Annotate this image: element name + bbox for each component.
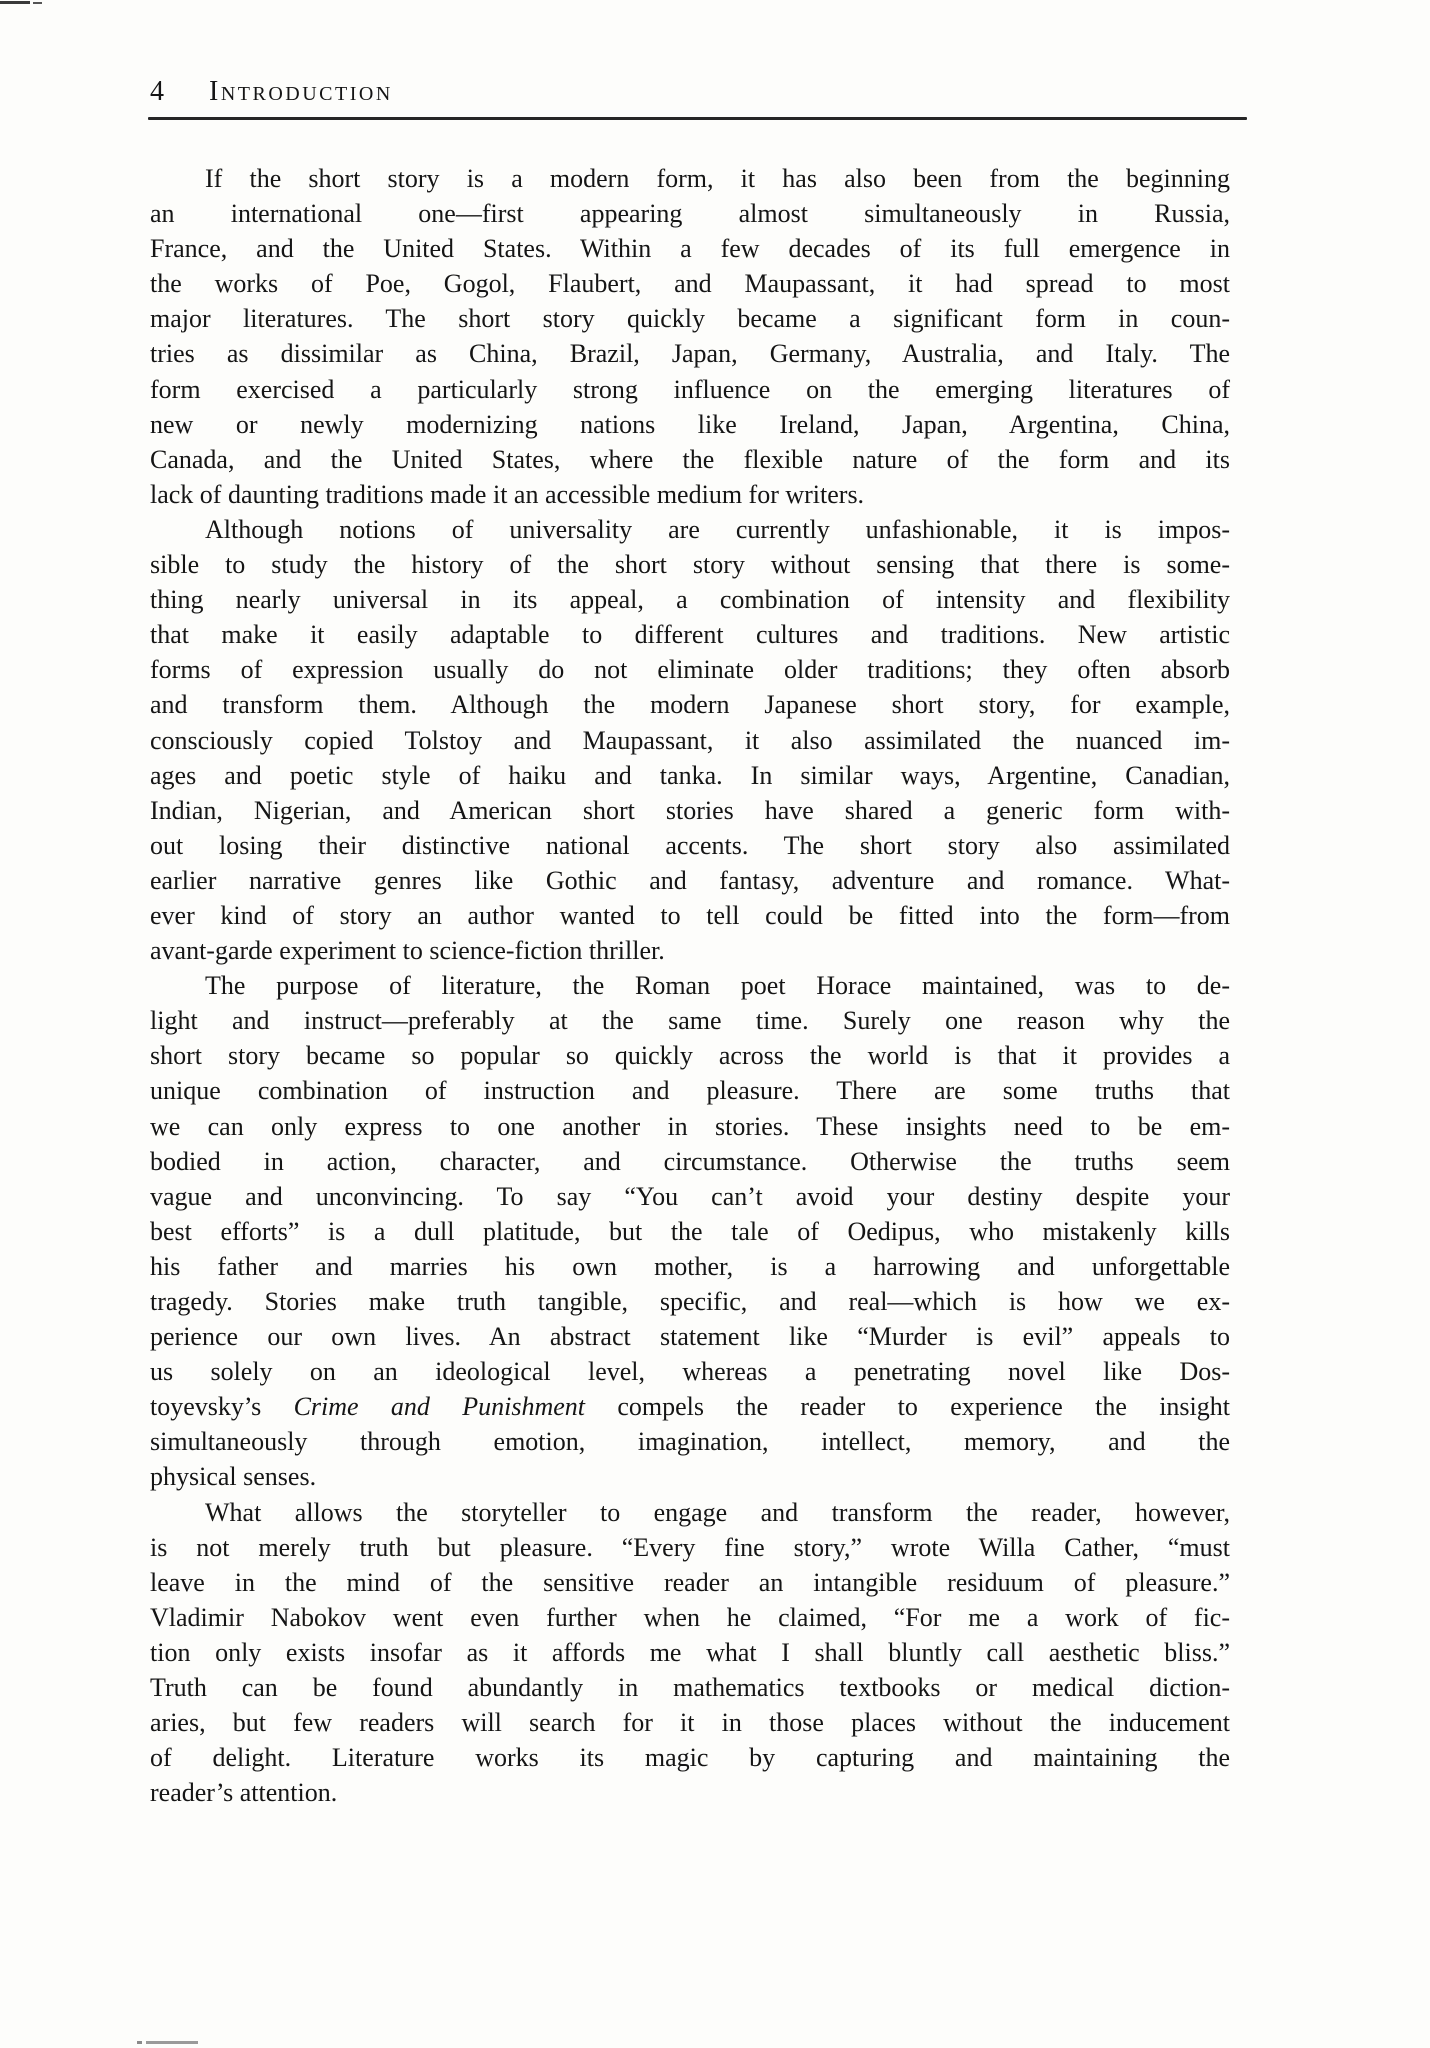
- text-line: Truth can be found abundantly in mathematics textbooks or medical diction-: [150, 1673, 1230, 1703]
- text-line: toyevsky’s Crime and Punishment compels the reader to experience the insight: [150, 1392, 1230, 1422]
- text-line: ages and poetic style of haiku and tanka. In similar ways, Argentine, Canadian,: [150, 760, 1230, 790]
- text-line: thing nearly universal in its appeal, a combination of intensity and flexibility: [150, 585, 1230, 615]
- text-line: form exercised a particularly strong influence on the emerging literatures of: [150, 374, 1230, 404]
- text-line: simultaneously through emotion, imagination, intellect, memory, and the: [150, 1427, 1230, 1457]
- scan-artifact-top-left-2: [33, 2, 42, 4]
- text-line: The purpose of literature, the Roman poet Horace maintained, was to de-: [205, 971, 1230, 1001]
- text-line: unique combination of instruction and pleasure. There are some truths that: [150, 1076, 1230, 1106]
- text-line: the works of Poe, Gogol, Flaubert, and Maupassant, it had spread to most: [150, 269, 1230, 299]
- paragraph: [150, 1495, 1230, 1811]
- text-line: sible to study the history of the short story without sensing that there is some-: [150, 550, 1230, 580]
- text-line: best efforts” is a dull platitude, but the tale of Oedipus, who mistakenly kills: [150, 1216, 1230, 1246]
- text-line: physical senses.: [150, 1462, 317, 1492]
- page-number: 4: [150, 76, 165, 107]
- page-body: [150, 161, 1230, 1810]
- text-line: Vladimir Nabokov went even further when he claimed, “For me a work of fic-: [150, 1602, 1230, 1632]
- text-line: that make it easily adaptable to different cultures and traditions. New artistic: [150, 620, 1230, 650]
- text-line: us solely on an ideological level, whereas a penetrating novel like Dos-: [150, 1357, 1230, 1387]
- text-line: short story became so popular so quickly across the world is that it provides a: [150, 1041, 1230, 1071]
- text-line: What allows the storyteller to engage and transform the reader, however,: [205, 1497, 1230, 1527]
- text-line: avant-garde experiment to science-fiction thriller.: [150, 936, 665, 966]
- chapter-title: Introduction: [209, 76, 393, 107]
- text-line: tion only exists insofar as it affords me what I shall bluntly call aesthetic bliss.”: [150, 1637, 1230, 1667]
- paragraph: [150, 968, 1230, 1494]
- text-line: ever kind of story an author wanted to tell could be fitted into the form—from: [150, 900, 1230, 930]
- text-line: is not merely truth but pleasure. “Every fine story,” wrote Willa Cather, “must: [150, 1532, 1230, 1562]
- paragraph: [150, 512, 1230, 968]
- text-line: France, and the United States. Within a few decades of its full emergence in: [150, 234, 1230, 264]
- text-line: reader’s attention.: [150, 1778, 338, 1808]
- header-rule: [148, 117, 1247, 120]
- text-line: we can only express to one another in stories. These insights need to be em-: [150, 1111, 1230, 1141]
- text-line: earlier narrative genres like Gothic and fantasy, adventure and romance. What-: [150, 865, 1230, 895]
- text-line: Canada, and the United States, where the flexible nature of the form and its: [150, 444, 1230, 474]
- text-line: of delight. Literature works its magic by capturing and maintaining the: [150, 1743, 1230, 1773]
- text-line: If the short story is a modern form, it has also been from the beginning: [205, 164, 1230, 193]
- text-line: and transform them. Although the modern Japanese short story, for example,: [150, 690, 1230, 720]
- text-line: leave in the mind of the sensitive reader an intangible residuum of pleasure.”: [150, 1567, 1230, 1597]
- scan-artifact-top-left: [0, 1, 30, 4]
- text-line: Indian, Nigerian, and American short stories have shared a generic form with-: [150, 795, 1230, 825]
- text-line: bodied in action, character, and circumstance. Otherwise the truths seem: [150, 1146, 1230, 1176]
- text-line: aries, but few readers will search for it in those places without the inducement: [150, 1708, 1230, 1738]
- text-line: tries as dissimilar as China, Brazil, Japan, Germany, Australia, and Italy. The: [150, 339, 1230, 369]
- text-line: major literatures. The short story quickly became a significant form in coun-: [150, 304, 1230, 334]
- page-header: [150, 76, 393, 108]
- paragraph: [150, 161, 1230, 512]
- text-line: light and instruct—preferably at the same time. Surely one reason why the: [150, 1006, 1230, 1036]
- book-title-italic: Crime and Punishment: [293, 1392, 585, 1422]
- scan-artifact-bottom-left-2: [146, 2041, 198, 2044]
- text-line: consciously copied Tolstoy and Maupassant, it also assimilated the nuanced im-: [150, 725, 1230, 755]
- text-line: lack of daunting traditions made it an accessible medium for writers.: [150, 479, 865, 509]
- text-line: an international one—first appearing almost simultaneously in Russia,: [150, 199, 1230, 229]
- text-line: tragedy. Stories make truth tangible, specific, and real—which is how we ex-: [150, 1287, 1230, 1316]
- text-line: Although notions of universality are currently unfashionable, it is impos-: [205, 514, 1230, 544]
- scan-artifact-bottom-left: [137, 2041, 142, 2044]
- text-line: his father and marries his own mother, is a harrowing and unforgettable: [150, 1251, 1230, 1281]
- text-line: new or newly modernizing nations like Ireland, Japan, Argentina, China,: [150, 409, 1230, 439]
- text-line: forms of expression usually do not eliminate older traditions; they often absorb: [150, 655, 1230, 685]
- text-line: out losing their distinctive national accents. The short story also assimilated: [150, 830, 1230, 860]
- text-line: vague and unconvincing. To say “You can’t avoid your destiny despite your: [150, 1181, 1230, 1211]
- text-line: perience our own lives. An abstract statement like “Murder is evil” appeals to: [150, 1322, 1230, 1352]
